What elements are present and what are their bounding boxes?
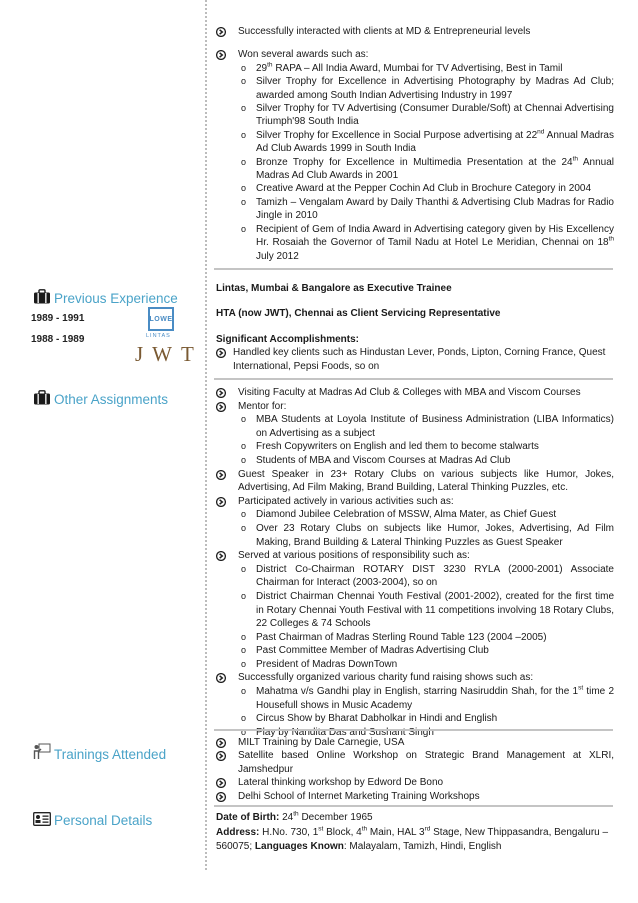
- list-item: Served at various positions of responsibility such as:: [216, 549, 614, 563]
- column-divider: [205, 0, 207, 870]
- trainer-icon: [33, 743, 51, 760]
- sub-item: o President of Madras DownTown: [241, 658, 398, 670]
- address: Address: H.No. 730, 1st Block, 4th Main, HAL 3rd Stage, New Thippasandra, Bengaluru – 560075; Languages Known: Malayalam, Tamizh, Hindi, English: [216, 825, 609, 853]
- section-heading-trainings-attended: Trainings Attended: [33, 743, 166, 762]
- job-entry: HTA (now JWT), Chennai as Client Servicing Representative: [216, 308, 501, 320]
- other-assignments-block: [216, 386, 614, 739]
- section-heading-other-assignments: Other Assignments: [33, 390, 168, 407]
- circle-arrow-bullet-icon: [216, 470, 226, 480]
- sub-item: o Fresh Copywriters on English and led them to become stalwarts: [241, 441, 539, 453]
- list-item: Successfully organized various charity fund raising shows such as:: [216, 671, 614, 685]
- sub-item: o Mahatma v/s Gandhi play in English, starring Nasiruddin Shah, for the 1st time 2 Housefull shows in Music Academy: [241, 684, 615, 711]
- personal-details-block: [216, 811, 614, 855]
- briefcase-icon: [33, 289, 51, 304]
- list-item: Delhi School of Internet Marketing Training Workshops: [216, 790, 614, 803]
- award-item: o Silver Trophy for TV Advertising (Consumer Durable/Soft) at Chennai Advertising Triumph'98 South India: [241, 103, 614, 128]
- sub-item: o Past Committee Member of Madras Advertising Club: [241, 645, 489, 657]
- sub-item: o District Co-Chairman ROTARY DIST 3230 RYLA (2000-2001) Associate Chairman for Interact (2003-2004), so on: [241, 563, 614, 589]
- sub-item: o MBA Students at Loyola Institute of Business Administration (LIBA Informatics) on Advertising as a subject: [241, 414, 614, 439]
- section-rule: [214, 805, 613, 807]
- circle-arrow-bullet-icon: [216, 551, 226, 561]
- sub-item: o Students of MBA and Viscom Courses at Madras Ad Club: [241, 454, 511, 466]
- jwt-logo: JWT: [135, 342, 203, 366]
- list-item: Won several awards such as:: [216, 48, 614, 61]
- award-item: o Silver Trophy for Excellence in Social Purpose advertising at 22nd Annual Madras Ad Club Awards 1999 in South India: [241, 128, 614, 155]
- list-item: Mentor for:: [216, 400, 614, 414]
- circle-arrow-bullet-icon: [216, 50, 226, 60]
- date-range: 1989 - 1991: [31, 313, 85, 324]
- section-heading-previous-experience: Previous Experience: [33, 289, 178, 306]
- list-item: Guest Speaker in 23+ Rotary Clubs on various subjects like Humor, Jokes, Advertising, Ad Film Making, Brand Building, Lateral Thinking Puzzles, etc.: [216, 468, 614, 495]
- sub-item: o Diamond Jubilee Celebration of MSSW, Alma Mater, as Chief Guest: [241, 509, 557, 521]
- award-item: o 29th RAPA – All India Award, Mumbai for TV Advertising, Best in Tamil: [241, 61, 563, 74]
- circle-arrow-bullet-icon: [216, 388, 226, 398]
- accomplishments-heading: Significant Accomplishments:: [216, 333, 359, 345]
- date-of-birth: Date of Birth: 24th December 1965: [216, 810, 373, 823]
- sub-item: o Circus Show by Bharat Dabholkar in Hindi and English: [241, 713, 498, 725]
- lowe-logo: LOWE: [148, 307, 174, 331]
- list-item: Successfully interacted with clients at MD & Entrepreneurial levels: [216, 25, 614, 38]
- lintas-logo: LINTAS: [146, 333, 171, 339]
- circle-arrow-bullet-icon: [216, 778, 226, 788]
- circle-arrow-bullet-icon: [216, 348, 226, 358]
- circle-arrow-bullet-icon: [216, 402, 226, 412]
- circle-arrow-bullet-icon: [216, 738, 226, 748]
- section-rule: [214, 729, 613, 731]
- award-item: o Silver Trophy for Excellence in Advertising Photography by Madras Ad Club; awarded among South Indian Advertising Industry in 1997: [241, 76, 614, 101]
- circle-arrow-bullet-icon: [216, 751, 226, 761]
- list-item: Handled key clients such as Hindustan Lever, Ponds, Lipton, Corning France, Quest International, Pepsi Foods, so on: [216, 346, 614, 373]
- section-rule: [214, 268, 613, 270]
- circle-arrow-bullet-icon: [216, 27, 226, 37]
- sub-item: o Over 23 Rotary Clubs on subjects like Humor, Jokes, Advertising, Ad Film Making, Brand Building & Lateral Thinking Puzzles as Guest Speaker: [241, 522, 614, 548]
- briefcase-icon: [33, 390, 51, 405]
- award-item: o Bronze Trophy for Excellence in Multimedia Presentation at the 24th Annual Madras Ad Club Awards in 2001: [241, 155, 614, 182]
- list-item: Lateral thinking workshop by Edword De Bono: [216, 776, 614, 789]
- sub-item: o Play by Nandita Das and Sushant Singh: [241, 726, 434, 738]
- award-item: o Creative Award at the Pepper Cochin Ad Club in Brochure Category in 2004: [241, 183, 592, 195]
- circle-arrow-bullet-icon: [216, 792, 226, 802]
- award-item: o Tamizh – Vengalam Award by Daily Thanthi & Advertising Club Madras for Radio Jingle in 2010: [241, 196, 614, 222]
- id-card-icon: [33, 812, 51, 826]
- date-range: 1988 - 1989: [31, 334, 85, 345]
- awards-block: [216, 25, 614, 263]
- sub-item: o Past Chairman of Madras Sterling Round Table 123 (2004 –2005): [241, 631, 547, 643]
- section-heading-personal-details: Personal Details: [33, 812, 152, 828]
- award-item: o Recipient of Gem of India Award in Advertising category given by His Excellency Hr. Rosaiah the Governor of Tamil Nadu at Hotel Le Meridian, Chennai on 18th July 2012: [241, 223, 614, 262]
- list-item: Participated actively in various activities such as:: [216, 495, 614, 509]
- list-item: Satellite based Online Workshop on Strategic Brand Management at XLRI, Jamshedpur: [216, 749, 614, 776]
- list-item: MILT Training by Dale Carnegie, USA: [216, 736, 614, 749]
- section-rule: [214, 378, 613, 380]
- circle-arrow-bullet-icon: [216, 497, 226, 507]
- list-item: Visiting Faculty at Madras Ad Club & Colleges with MBA and Viscom Courses: [216, 386, 614, 400]
- sub-item: o District Chairman Chennai Youth Festival (2001-2002), created for the first time in Rotary Chennai Youth Festival with 11 competitions involving 18 Rotary Clubs, 22 Colleges & 74 Schools: [241, 590, 614, 630]
- job-entry: Lintas, Mumbai & Bangalore as Executive Trainee: [216, 283, 452, 294]
- trainings-block: [216, 736, 614, 803]
- previous-experience-block: [216, 282, 614, 373]
- circle-arrow-bullet-icon: [216, 673, 226, 683]
